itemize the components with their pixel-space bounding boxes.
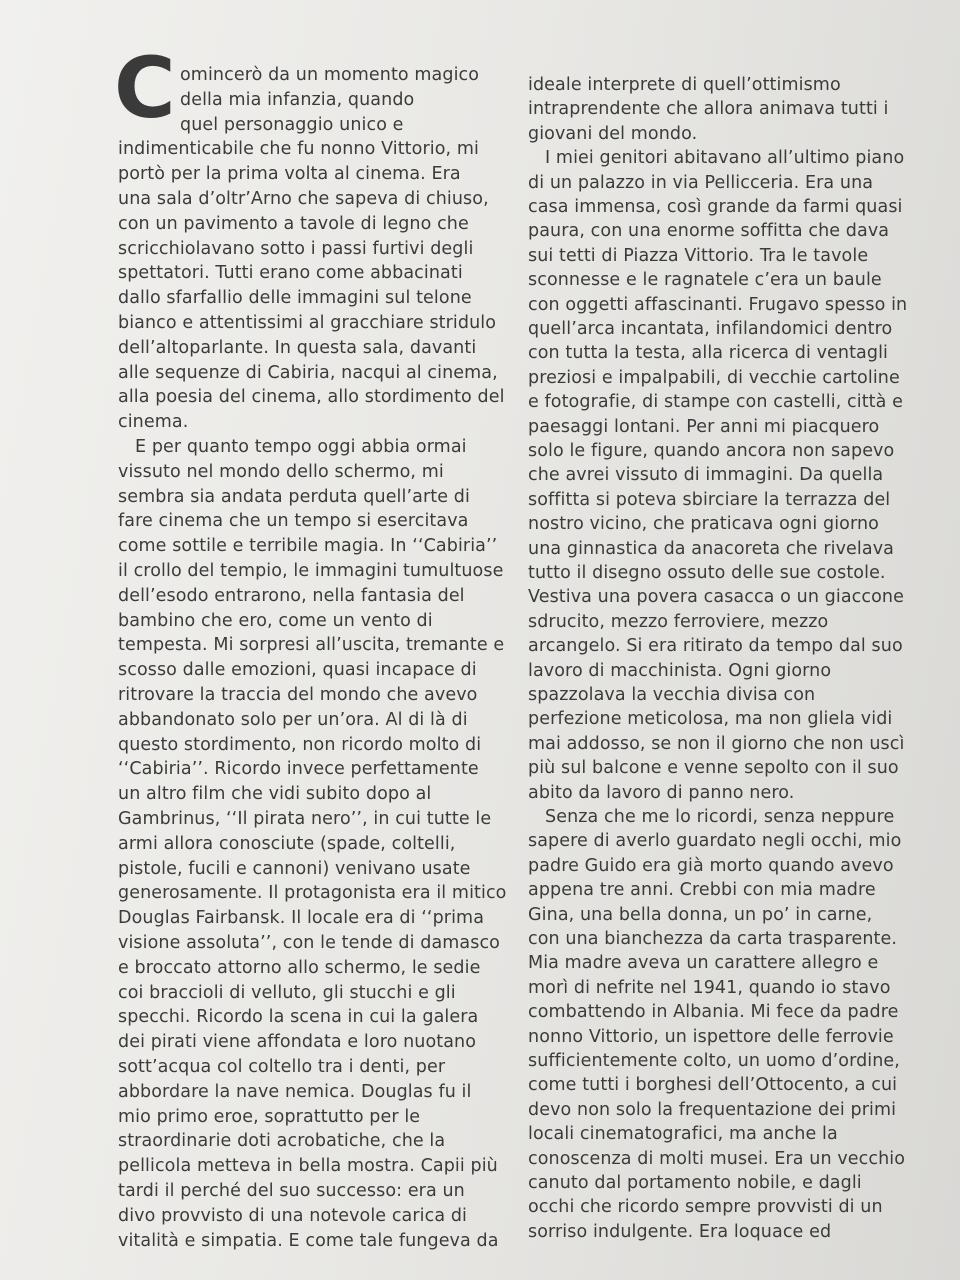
text-line: soffitta si poteva sbirciare la terrazza del: [528, 489, 891, 510]
text-line: quel personaggio unico e: [180, 114, 404, 135]
text-line: spazzolava la vecchia divisa con: [528, 685, 816, 705]
text-line: di un palazzo in via Pellicceria. Era una: [528, 172, 874, 193]
text-line: e broccato attorno allo schermo, le sedie: [118, 957, 481, 978]
text-line: padre Guido era già morto quando avevo: [528, 855, 894, 876]
text-line: appena tre anni. Crebbi con mia madre: [528, 880, 876, 901]
text-line: che avrei vissuto di immagini. Da quella: [528, 465, 884, 486]
text-line: I miei genitori abitavano all’ultimo piano: [545, 148, 905, 169]
text-line: e fotografie, di stampe con castelli, città e: [528, 392, 903, 413]
text-line: con una bianchezza da carta trasparente.: [528, 929, 898, 949]
text-line: della mia infanzia, quando: [180, 89, 415, 110]
text-line: tutto il disegno ossuto delle sue costole.: [528, 563, 886, 583]
text-line: pistole, fucili e cannoni) venivano usate: [118, 858, 471, 879]
text-line: scricchiolavano sotto i passi furtivi degli: [118, 238, 474, 259]
text-line: armi allora conosciute (spade, coltelli,: [118, 833, 456, 854]
text-line: canuto dal portamento nobile, e dagli: [528, 1173, 862, 1193]
text-line: abbordare la nave nemica. Douglas fu il: [118, 1081, 472, 1102]
text-line: mio primo eroe, soprattutto per le: [118, 1106, 421, 1127]
text-line: sott’acqua col coltello tra i denti, per: [118, 1057, 446, 1077]
text-line: dell’altoparlante. In questa sala, davanti: [118, 337, 477, 358]
text-line: dell’esodo entrarono, nella fantasia del: [118, 585, 465, 606]
text-line: Douglas Fairbansk. Il locale era di ‘‘prima: [118, 908, 485, 929]
text-line: E per quanto tempo oggi abbia ormai: [135, 437, 467, 457]
text-line: omincerò da un momento magico: [180, 65, 480, 85]
text-line: solo le figure, quando ancora non sapevo: [528, 441, 895, 461]
text-line: alla poesia del cinema, allo stordimento del: [118, 387, 505, 408]
text-line: come sottile e terribile magia. In ‘‘Cabiria’’: [118, 536, 498, 557]
text-line: tempesta. Mi sorpresi all’uscita, tremante e: [118, 635, 505, 656]
text-line: dallo sfarfallio delle immagini sul telone: [118, 288, 472, 309]
text-line: sufficientemente colto, un uomo d’ordine,: [528, 1051, 900, 1071]
text-line: sembra sia andata perduta quell’arte di: [118, 486, 470, 507]
text-line: locali cinematografici, ma anche la: [528, 1124, 838, 1145]
text-line: arcangelo. Si era ritirato da tempo dal suo: [528, 636, 903, 657]
text-line: Senza che me lo ricordi, senza neppure: [545, 807, 895, 827]
text-line: bambino che ero, come un vento di: [118, 610, 433, 631]
text-line: con oggetti affascinanti. Frugavo spesso in: [528, 294, 908, 315]
text-line: alle sequenze di Cabiria, nacqui al cinema,: [118, 362, 498, 383]
text-line: preziosi e impalpabili, di vecchie cartoline: [528, 367, 900, 388]
text-line: casa immensa, così grande da farmi quasi: [528, 197, 903, 217]
text-line: con tutta la testa, alla ricerca di ventagli: [528, 343, 889, 364]
text-line: questo stordimento, non ricordo molto di: [118, 734, 482, 755]
text-line: cinema.: [118, 412, 189, 433]
text-line: più sul balcone e venne sepolto con il suo: [528, 758, 899, 779]
text-line: sorriso indulgente. Era loquace ed: [528, 1221, 832, 1242]
text-line: combattendo in Albania. Mi fece da padre: [528, 1002, 899, 1023]
text-line: sdrucito, mezzo ferroviere, mezzo: [528, 611, 829, 632]
text-line: ‘‘Cabiria’’. Ricordo invece perfettamente: [118, 759, 479, 780]
text-line: perfezione meticolosa, ma non gliela vidi: [528, 709, 893, 730]
text-line: morì di nefrite nel 1941, quando io stavo: [528, 977, 891, 998]
text-line: Gambrinus, ‘‘Il pirata nero’’, in cui tutte le: [118, 809, 492, 829]
text-line: il crollo del tempio, le immagini tumultuose: [118, 561, 504, 581]
text-line: bianco e attentissimi al gracchiare stridulo: [118, 313, 497, 333]
text-line: sconnesse e le ragnatele c’era un baule: [528, 270, 882, 291]
text-line: straordinarie doti acrobatiche, che la: [118, 1131, 446, 1152]
text-line: abbandonato solo per un’ora. Al di là di: [118, 709, 468, 730]
text-line: ritrovare la traccia del mondo che avevo: [118, 685, 478, 705]
text-line: coi braccioli di velluto, gli stucchi e gli: [118, 982, 456, 1003]
text-line: devo non solo la frequentazione dei primi: [528, 1099, 897, 1120]
text-line: giovani del mondo.: [528, 123, 698, 144]
text-line: mai addosso, se non il giorno che non uscì: [528, 733, 905, 754]
text-line: tardi il perché del suo successo: era un: [118, 1181, 465, 1201]
text-line: generosamente. Il protagonista era il mitico: [118, 883, 507, 904]
text-line: paura, con una enorme soffitta che dava: [528, 221, 890, 242]
text-line: come tutti i borghesi dell’Ottocento, a cui: [528, 1075, 898, 1096]
text-line: lavoro di macchinista. Ogni giorno: [528, 660, 832, 681]
text-line: nonno Vittorio, un ispettore delle ferrovie: [528, 1026, 894, 1047]
text-line: spettatori. Tutti erano come abbacinati: [118, 263, 463, 284]
text-line: Vestiva una povera casacca o un giaccone: [528, 587, 904, 608]
text-line: ideale interprete di quell’ottimismo: [528, 75, 841, 95]
text-line: portò per la prima volta al cinema. Era: [118, 164, 461, 185]
text-line: Mia madre aveva un carattere allegro e: [528, 953, 879, 974]
text-line: nostro vicino, che praticava ogni giorno: [528, 514, 879, 535]
text-line: paesaggi lontani. Per anni mi piacquero: [528, 416, 880, 437]
text-line: un altro film che vidi subito dopo al: [118, 784, 432, 805]
text-line: Gina, una bella donna, un po’ in carne,: [528, 904, 873, 925]
text-line: scosso dalle emozioni, quasi incapace di: [118, 660, 477, 681]
text-line: quell’arca incantata, infilandomici dentro: [528, 319, 893, 339]
text-line: indimenticabile che fu nonno Vittorio, mi: [118, 139, 479, 160]
text-line: intraprendente che allora animava tutti i: [528, 99, 889, 120]
text-line: sui tetti di Piazza Vittorio. Tra le tavole: [528, 245, 869, 266]
text-line: conoscenza di molti musei. Era un vecchio: [528, 1148, 906, 1169]
text-line: visione assoluta’’, con le tende di damasco: [118, 933, 500, 953]
text-line: sapere di averlo guardato negli occhi, mio: [528, 831, 902, 852]
text-line: abito da lavoro di panno nero.: [528, 782, 795, 803]
drop-cap: C: [114, 39, 176, 137]
text-line: specchi. Ricordo la scena in cui la galera: [118, 1007, 479, 1028]
text-line: vitalità e simpatia. E come tale fungeva da: [118, 1230, 499, 1251]
text-line: fare cinema che un tempo si esercitava: [118, 511, 469, 532]
text-line: una sala d’oltr’Arno che sapeva di chiuso,: [118, 189, 489, 209]
text-line: vissuto nel mondo dello schermo, mi: [118, 461, 444, 482]
text-line: dei pirati viene affondata e loro nuotano: [118, 1032, 477, 1053]
text-line: divo provvisto di una notevole carica di: [118, 1205, 468, 1226]
text-line: una ginnastica da anacoreta che rivelava: [528, 538, 894, 559]
text-line: con un pavimento a tavole di legno che: [118, 213, 469, 234]
text-line: pellicola metteva in bella mostra. Capii più: [118, 1156, 498, 1177]
text-line: occhi che ricordo sempre provvisti di un: [528, 1197, 883, 1218]
